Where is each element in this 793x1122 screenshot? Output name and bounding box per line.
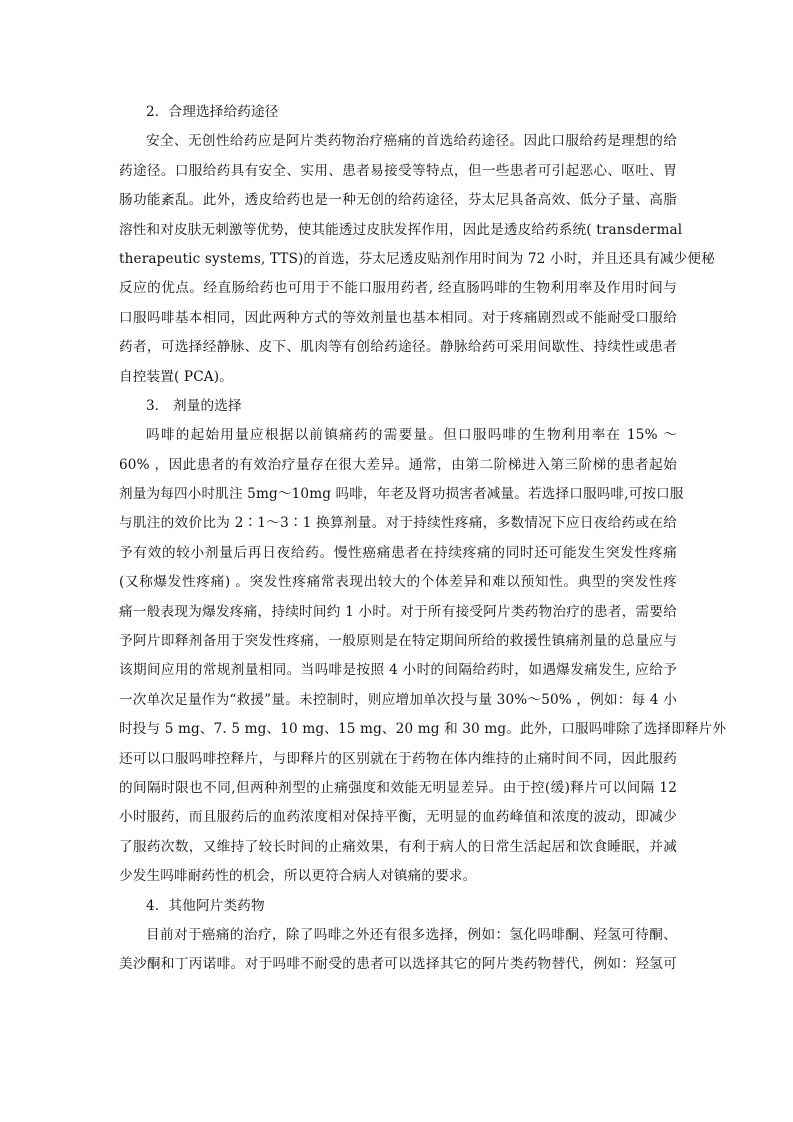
paragraph-line: 予阿片即释剂备用于突发性疼痛，一般原则是在特定期间所给的救援性镇痛剂量的总量应与 <box>119 633 677 650</box>
paragraph-dosage <box>119 421 727 891</box>
section-heading-other-opioids: 4．其他阿片类药物 <box>146 897 265 914</box>
paragraph-line: 该期间应用的常规剂量相同。当吗啡是按照 4 小时的间隔给药时，如遇爆发痛发生, 应给予 <box>119 662 677 679</box>
paragraph-line: 药途径。口服给药具有安全、实用、患者易接受等特点，但一些患者可引起恶心、呕吐、胃 <box>119 162 677 179</box>
paragraph-line: 了服药次数，又维持了较长时间的止痛效果，有利于病人的日常生活起居和饮食睡眠，并减 <box>119 838 677 855</box>
paragraph-line: 时投与 5 mg、7. 5 mg、10 mg、15 mg、20 mg 和 30 mg。此外，口服吗啡除了选择即释片外 <box>119 721 727 738</box>
paragraph-line: 少发生吗啡耐药性的机会，所以更符合病人对镇痛的要求。 <box>119 868 477 885</box>
section-heading-dosage: 3． 剂量的选择 <box>146 397 242 414</box>
section-heading-route: 2．合理选择给药途径 <box>146 104 279 120</box>
paragraph-line: 剂量为每四小时肌注 5mg～10mg 吗啡，年老及肾功损害者减量。若选择口服吗啡,可按口服 <box>119 486 684 503</box>
paragraph-line: 还可以口服吗啡控释片，与即释片的区别就在于药物在体内维持的止痛时间不同，因此服药 <box>119 750 677 767</box>
paragraph-line: 溶性和对皮肤无刺激等优势，使其能透过皮肤发挥作用，因此是透皮给药系统( transdermal <box>119 221 683 238</box>
paragraph-line: therapeutic systems, TTS)的首选，芬太尼透皮贴剂作用时间为 72 小时，并且还具有减少便秘 <box>119 250 715 267</box>
paragraph-line: 肠功能紊乱。此外，透皮给药也是一种无创的给药途径，芬太尼具备高效、低分子量、高脂 <box>119 192 677 209</box>
paragraph-line: 安全、无创性给药应是阿片类药物治疗癌痛的首选给药途径。因此口服给药是理想的给 <box>146 133 677 150</box>
paragraph-line: 与肌注的效价比为 2∶1～3∶1 换算剂量。对于持续性疼痛，多数情况下应日夜给药或在给 <box>119 515 677 532</box>
paragraph-line: 痛一般表现为爆发疼痛，持续时间约 1 小时。对于所有接受阿片类药物治疗的患者，需要给 <box>119 603 677 620</box>
paragraph-route <box>119 127 715 392</box>
paragraph-line: 自控装置( PCA)。 <box>119 368 233 385</box>
paragraph-line: 小时服药，而且服药后的血药浓度相对保持平衡，无明显的血药峰值和浓度的波动，即减少 <box>119 809 677 826</box>
paragraph-line: 美沙酮和丁丙诺啡。对于吗啡不耐受的患者可以选择其它的阿片类药物替代，例如：羟氢可 <box>119 956 677 973</box>
paragraph-other-opioids <box>119 921 677 980</box>
paragraph-line: 的间隔时限也不同,但两种剂型的止痛强度和效能无明显差异。由于控(缓)释片可以间隔 12 <box>119 779 677 796</box>
paragraph-line: 反应的优点。经直肠给药也可用于不能口服用药者, 经直肠吗啡的生物利用率及作用时间与 <box>119 280 677 297</box>
paragraph-line: 药者，可选择经静脉、皮下、肌肉等有创给药途径。静脉给药可采用间歇性、持续性或患者 <box>119 339 677 356</box>
document-page <box>119 98 727 980</box>
paragraph-line: 予有效的较小剂量后再日夜给药。慢性癌痛患者在持续疼痛的同时还可能发生突发性疼痛 <box>119 544 677 561</box>
paragraph-line: (又称爆发性疼痛) 。突发性疼痛常表现出较大的个体差异和难以预知性。典型的突发性疼 <box>119 574 677 591</box>
paragraph-line: 口服吗啡基本相同，因此两种方式的等效剂量也基本相同。对于疼痛剧烈或不能耐受口服给 <box>119 309 677 326</box>
paragraph-line: 60% ，因此患者的有效治疗量存在很大差异。通常，由第二阶梯进入第三阶梯的患者起始 <box>119 456 677 473</box>
paragraph-line: 目前对于癌痛的治疗，除了吗啡之外还有很多选择，例如：氢化吗啡酮、羟氢可待酮、 <box>146 926 677 943</box>
paragraph-line: 一次单次足量作为“救援”量。未控制时，则应增加单次投与量 30%～50% ，例如：每 4 小 <box>119 691 677 708</box>
paragraph-line: 吗啡的起始用量应根据以前镇痛药的需要量。但口服吗啡的生物利用率在 15% ～ <box>146 427 677 444</box>
